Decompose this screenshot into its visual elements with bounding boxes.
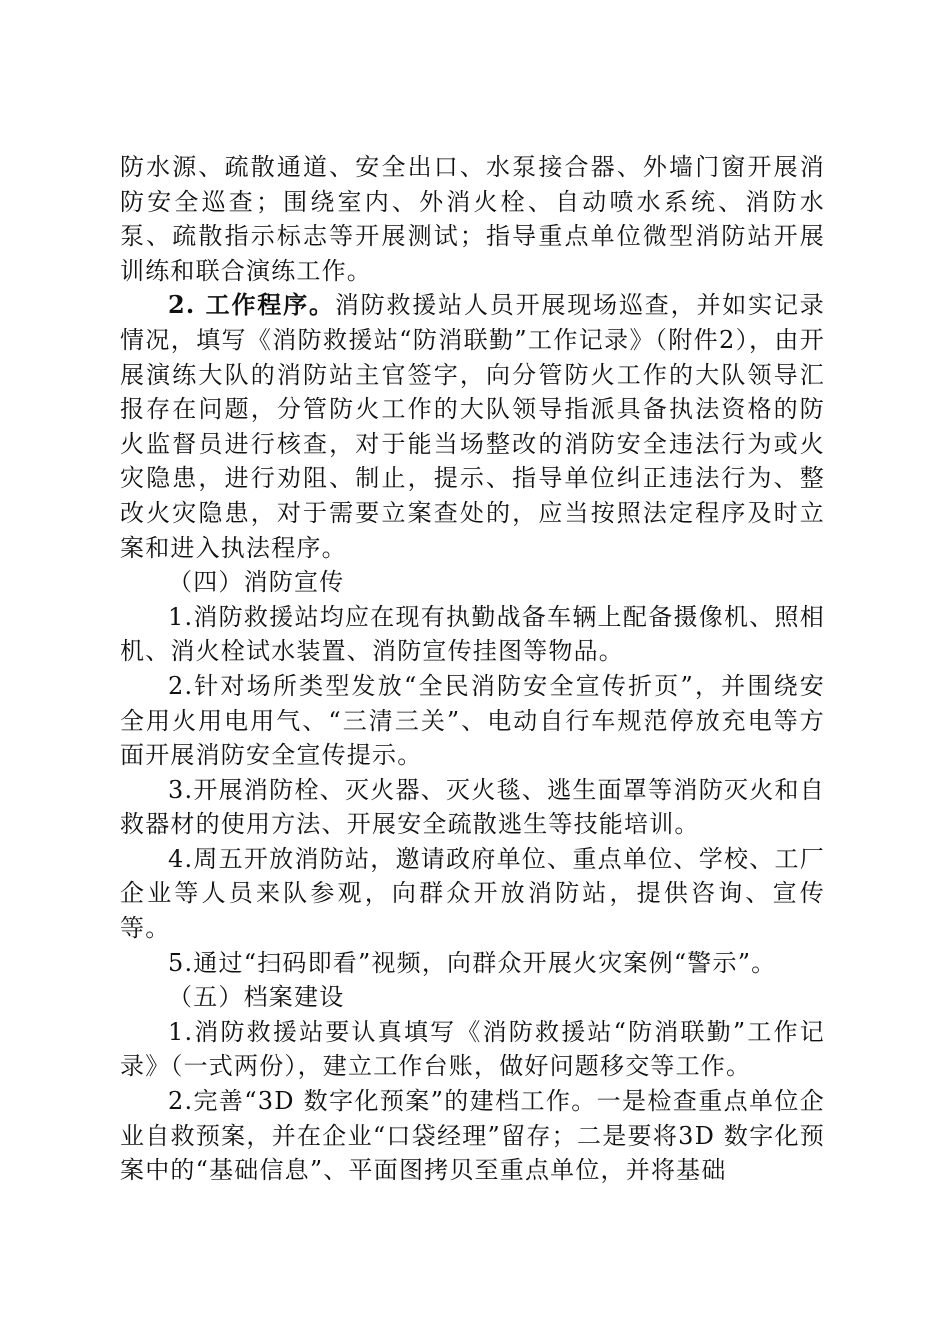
paragraph-continuation: 防水源、疏散通道、安全出口、水泵接合器、外墙门窗开展消防安全巡查；围绕室内、外消火栓、自动喷水系统、消防水泵、疏散指示标志等开展测试；指导重点单位微型消防站开展训练和联合演练工作。 — [120, 153, 825, 285]
paragraph-body: 消防救援站人员开展现场巡查，并如实记录情况，填写《消防救援站“防消联勤”工作记录》（附件2），由开展演练大队的消防站主官签字，向分管防火工作的大队领导汇报存在问题，分管防火工作的大队领导指派具备执法资格的防火监督员进行核查，对于能当场整改的消防安全违法行为或火灾隐患，进行劝阻、制止，提示、指导单位纠正违法行为、整改火灾隐患，对于需要立案查处的，应当按照法定程序及时立案和进入执法程序。 — [120, 291, 825, 562]
paragraph-lead: 2. 工作程序。 — [168, 290, 335, 320]
paragraph-work-procedure — [120, 288, 825, 565]
section-heading-archive: （五）档案建设 — [168, 983, 345, 1012]
document-page — [120, 150, 825, 1188]
list-item-5: 5.通过“扫码即看”视频，向群众开展火灾案例“警示”。 — [168, 948, 777, 977]
section-heading-propaganda: （四）消防宣传 — [168, 568, 345, 597]
list-item-3: 3.开展消防栓、灭火器、灭火毯、逃生面罩等消防灭火和自救器材的使用方法、开展安全疏散逃生等技能培训。 — [120, 775, 825, 839]
list-item-1: 1.消防救援站均应在现有执勤战备车辆上配备摄像机、照相机、消火栓试水装置、消防宣传挂图等物品。 — [120, 602, 825, 666]
archive-item-1: 1.消防救援站要认真填写《消防救援站“防消联勤”工作记录》（一式两份），建立工作台账，做好问题移交等工作。 — [120, 1017, 825, 1081]
list-item-2: 2.针对场所类型发放“全民消防安全宣传折页”，并围绕安全用火用电用气、“三清三关”、电动自行车规范停放充电等方面开展消防安全宣传提示。 — [120, 671, 825, 770]
list-item-4: 4.周五开放消防站，邀请政府单位、重点单位、学校、工厂企业等人员来队参观，向群众开放消防站，提供咨询、宣传等。 — [120, 844, 825, 943]
archive-item-2: 2.完善“3D 数字化预案”的建档工作。一是检查重点单位企业自救预案，并在企业“口袋经理”留存；二是要将3D 数字化预案中的“基础信息”、平面图拷贝至重点单位，并将基础 — [120, 1087, 825, 1185]
